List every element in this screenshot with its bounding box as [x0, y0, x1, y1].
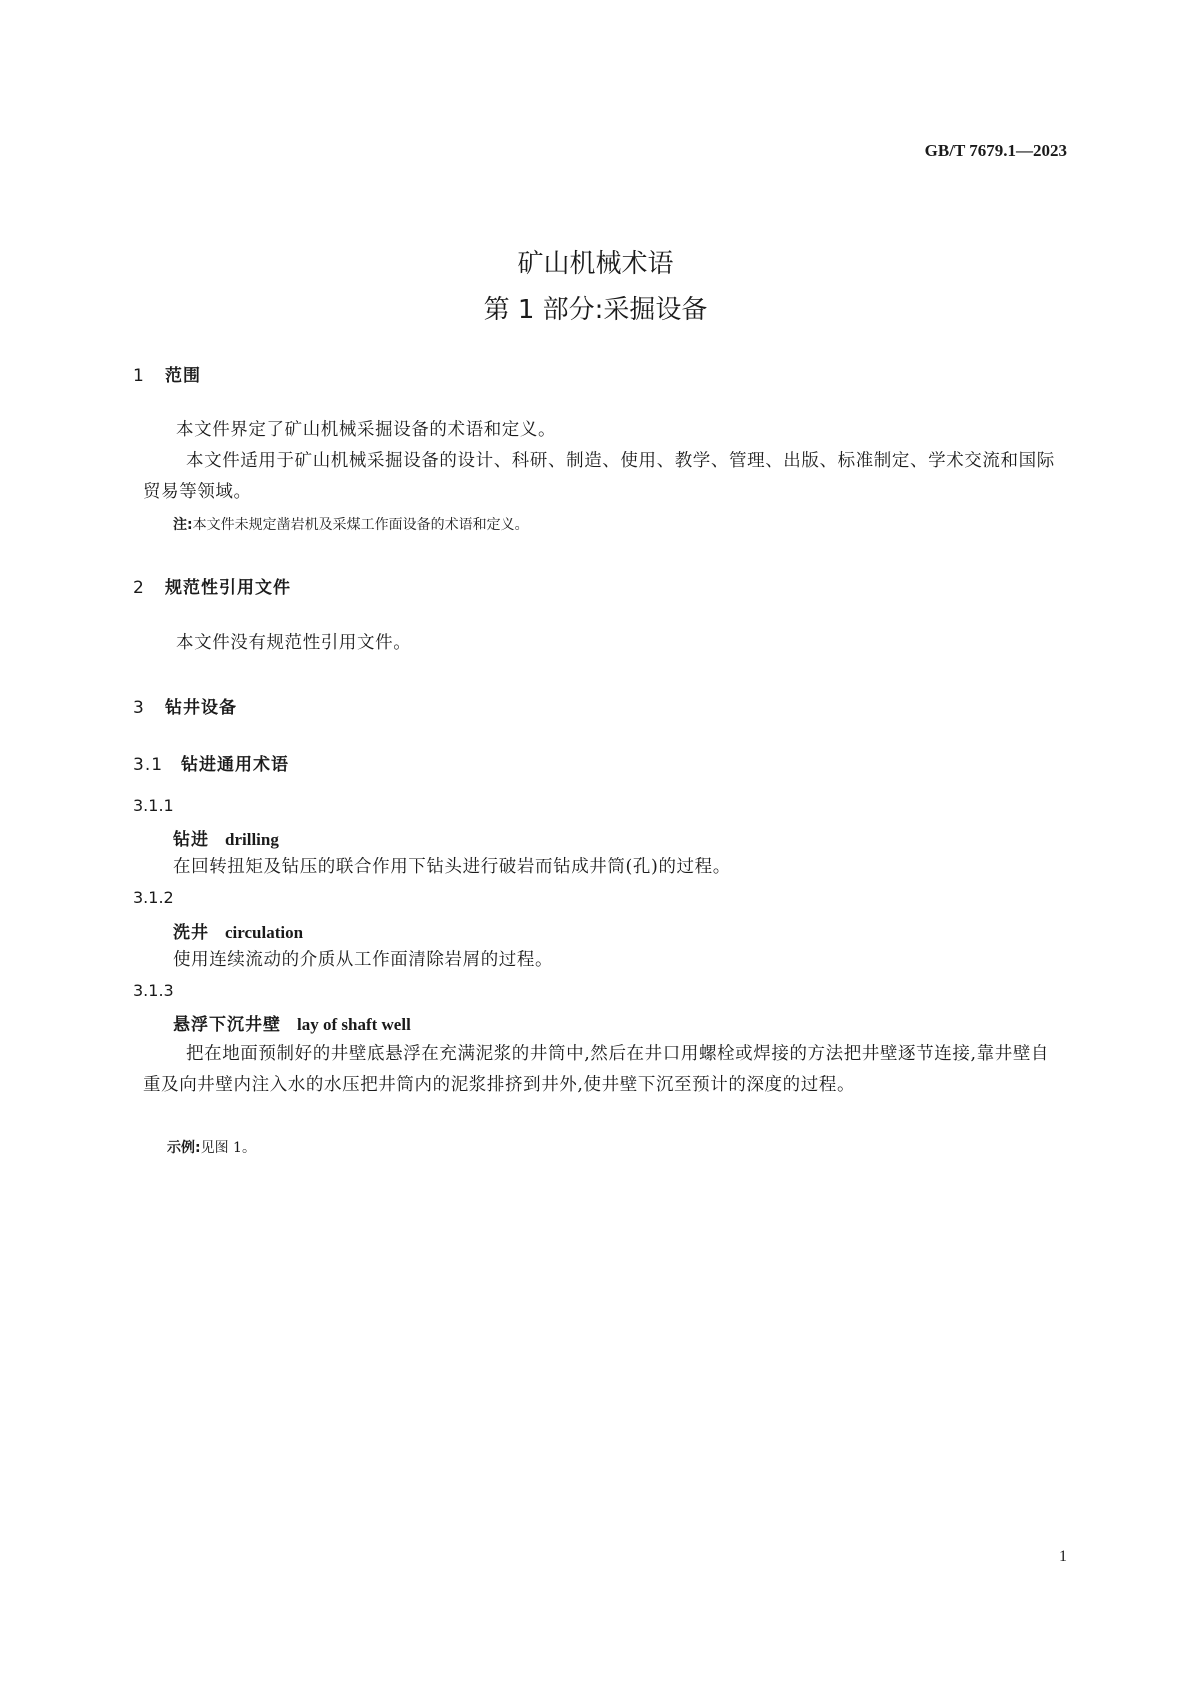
term-chinese: 钻进	[173, 830, 209, 850]
section-heading-1	[133, 361, 201, 386]
term-definition: 使用连续流动的介质从工作面清除岩屑的过程。	[173, 950, 554, 970]
note-text: 本文件未规定凿岩机及采煤工作面设备的术语和定义。	[192, 517, 529, 533]
term-definition: 在回转扭矩及钻压的联合作用下钻头进行破岩而钻成井筒(孔)的过程。	[173, 857, 731, 877]
term-definition: 把在地面预制好的井壁底悬浮在充满泥浆的井筒中,然后在井口用螺栓或焊接的方法把井壁逐节连接,靠井壁自重及向井壁内注入水的水压把井筒内的泥浆排挤到井外,使井壁下沉至预计的深度的过程。	[143, 1044, 1050, 1095]
note-label: 注:	[173, 517, 193, 533]
section-title: 范围	[165, 366, 201, 386]
document-subtitle: 第 1 部分:采掘设备	[483, 295, 708, 325]
term-english: lay of shaft well	[297, 1015, 411, 1034]
section-heading-2	[133, 573, 291, 598]
term-english: circulation	[225, 923, 304, 942]
page-number: 1	[1059, 1548, 1067, 1565]
section-title: 钻井设备	[165, 698, 237, 718]
term-english: drilling	[225, 830, 279, 849]
section-number: 2	[133, 578, 145, 598]
subsection-title: 钻进通用术语	[181, 755, 289, 775]
subsection-heading-3-1	[133, 750, 289, 775]
term-chinese: 洗井	[173, 923, 209, 943]
section-title: 规范性引用文件	[165, 578, 291, 598]
note	[173, 514, 529, 534]
term-number: 3.1.1	[133, 796, 174, 815]
term-number: 3.1.2	[133, 888, 174, 907]
paragraph: 本文件没有规范性引用文件。	[176, 633, 412, 653]
document-title: 矿山机械术语	[517, 249, 674, 279]
example	[167, 1137, 256, 1157]
example-text: 见图 1。	[200, 1140, 256, 1156]
term-number: 3.1.3	[133, 981, 174, 1000]
paragraph: 本文件适用于矿山机械采掘设备的设计、科研、制造、使用、教学、管理、出版、标准制定、学术交流和国际贸易等领域。	[143, 451, 1055, 502]
term-entry	[173, 1010, 411, 1035]
document-code: GB/T 7679.1—2023	[924, 141, 1067, 160]
section-number: 1	[133, 366, 145, 386]
term-entry	[173, 825, 279, 850]
paragraph: 本文件界定了矿山机械采掘设备的术语和定义。	[176, 420, 557, 440]
section-number: 3	[133, 698, 145, 718]
section-heading-3	[133, 693, 237, 718]
term-entry	[173, 918, 303, 943]
example-label: 示例:	[167, 1140, 201, 1156]
subsection-number: 3.1	[133, 755, 164, 775]
term-chinese: 悬浮下沉井壁	[173, 1015, 281, 1035]
